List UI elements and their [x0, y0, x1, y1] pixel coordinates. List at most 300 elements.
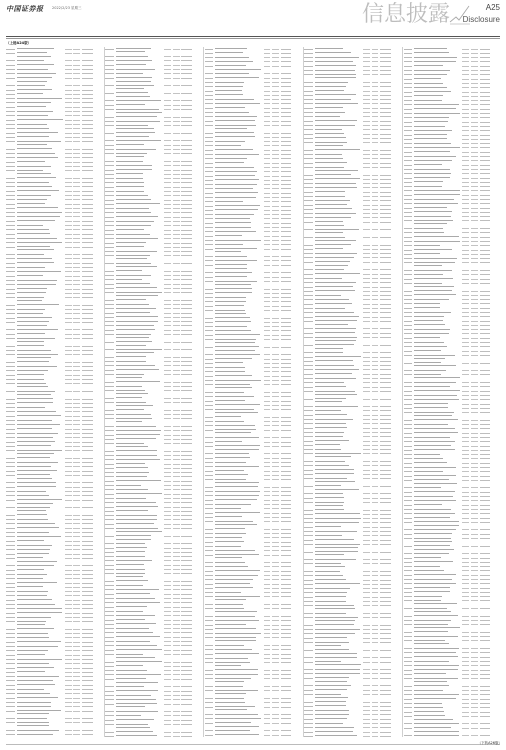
value-cell — [281, 707, 292, 708]
value-cell — [480, 147, 491, 148]
fund-name-cell — [116, 661, 162, 664]
fund-code-cell — [6, 229, 15, 230]
fund-name-cell — [215, 537, 261, 540]
fund-code-cell — [404, 463, 413, 464]
fund-code-cell — [6, 157, 15, 158]
value-cell — [462, 583, 469, 584]
fund-name-cell — [315, 107, 361, 110]
value-cell — [173, 304, 180, 305]
value-cell — [480, 299, 491, 300]
fund-code-cell — [105, 292, 114, 293]
value-cell — [380, 694, 391, 695]
value-cell — [173, 524, 180, 525]
fund-code-cell — [205, 421, 214, 422]
value-cell — [173, 455, 180, 456]
value-cell — [471, 308, 478, 309]
value-cell — [480, 283, 491, 284]
text-line — [315, 401, 342, 402]
value-cell — [471, 441, 478, 442]
value-cell — [281, 306, 292, 307]
text-line — [315, 145, 343, 146]
value-cell — [372, 200, 379, 201]
fund-name-cell — [414, 121, 460, 124]
value-cell — [363, 723, 370, 724]
value-cell — [380, 563, 391, 564]
text-line — [315, 689, 347, 690]
fund-name-cell — [315, 237, 361, 243]
value-cell — [471, 596, 478, 597]
fund-name-cell — [215, 653, 261, 656]
fund-code-cell — [304, 498, 313, 499]
fund-name-cell — [414, 151, 460, 154]
fund-name-cell — [414, 312, 460, 315]
fund-code-cell — [404, 113, 413, 114]
fund-code-cell — [205, 592, 214, 593]
fund-code-cell — [304, 328, 313, 329]
fund-name-cell — [215, 429, 261, 435]
value-cell — [372, 154, 379, 155]
text-line — [315, 221, 343, 222]
value-cell — [462, 620, 469, 621]
value-cell — [272, 347, 279, 348]
value-cell — [164, 204, 171, 205]
text-line — [17, 415, 61, 416]
fund-name-cell — [315, 360, 361, 363]
value-cell — [363, 86, 370, 87]
text-line — [17, 366, 57, 367]
value-cell — [272, 735, 279, 736]
value-cell — [82, 545, 93, 546]
fund-code-cell — [205, 171, 214, 172]
fund-name-cell — [215, 521, 261, 527]
value-cell — [363, 299, 370, 300]
value-cell — [272, 78, 279, 79]
fund-code-cell — [205, 584, 214, 585]
value-cell — [82, 115, 93, 116]
value-cell — [164, 543, 171, 544]
value-cell — [363, 714, 370, 715]
text-line — [116, 144, 144, 145]
value-cell — [372, 183, 379, 184]
text-line — [315, 427, 347, 428]
value-cell — [380, 253, 391, 254]
text-line — [17, 93, 43, 94]
fund-name-cell — [17, 292, 63, 295]
text-line — [315, 522, 359, 523]
value-cell — [462, 109, 469, 110]
fund-name-cell — [414, 299, 460, 302]
fund-name-cell — [116, 502, 162, 505]
text-line — [414, 603, 457, 604]
text-line — [414, 591, 449, 592]
fund-name-cell — [116, 195, 162, 198]
value-cell — [73, 195, 80, 196]
value-cell — [272, 475, 279, 476]
value-cell — [462, 49, 469, 50]
value-cell — [281, 260, 292, 261]
text-line — [116, 125, 148, 126]
value-cell — [173, 502, 180, 503]
value-cell — [73, 429, 80, 430]
value-cell — [82, 329, 93, 330]
value-cell — [480, 250, 491, 251]
fund-code-cell — [6, 429, 15, 430]
value-cell — [480, 546, 491, 547]
fund-code-cell — [304, 282, 313, 283]
value-cell — [281, 654, 292, 655]
text-line — [215, 145, 241, 146]
value-cell — [264, 592, 271, 593]
value-cell — [65, 711, 72, 712]
value-cell — [471, 342, 478, 343]
fund-name-cell — [17, 148, 63, 151]
fund-name-cell — [414, 529, 460, 532]
value-cell — [462, 374, 469, 375]
fund-name-cell — [17, 229, 63, 232]
value-cell — [363, 229, 370, 230]
value-cell — [65, 153, 72, 154]
value-cell — [281, 442, 292, 443]
text-line — [17, 111, 54, 112]
value-cell — [73, 383, 80, 384]
value-cell — [462, 57, 469, 58]
fund-code-cell — [304, 369, 313, 370]
fund-name-cell — [414, 362, 460, 368]
text-line — [116, 459, 160, 460]
value-cell — [264, 487, 271, 488]
fund-code-cell — [404, 467, 413, 468]
fund-name-cell — [116, 48, 162, 54]
value-cell — [264, 180, 271, 181]
fund-code-cell — [105, 418, 114, 419]
fund-code-cell — [404, 232, 413, 233]
value-cell — [462, 529, 469, 530]
value-cell — [471, 399, 478, 400]
value-cell — [462, 262, 469, 263]
text-line — [17, 182, 49, 183]
text-line — [215, 693, 246, 694]
text-line — [17, 659, 62, 660]
value-cell — [363, 727, 370, 728]
text-line — [215, 120, 255, 121]
text-line — [116, 589, 159, 590]
value-cell — [462, 104, 469, 105]
value-cell — [471, 454, 478, 455]
value-cell — [73, 433, 80, 434]
value-cell — [363, 498, 370, 499]
fund-code-cell — [105, 715, 114, 716]
value-cell — [272, 277, 279, 278]
text-line — [414, 223, 447, 224]
text-line — [17, 470, 57, 471]
text-line — [215, 346, 259, 347]
value-cell — [462, 130, 469, 131]
value-cell — [73, 297, 80, 298]
value-cell — [363, 423, 370, 424]
fund-name-cell — [315, 575, 361, 578]
value-cell — [181, 715, 192, 716]
fund-code-cell — [105, 195, 114, 196]
value-cell — [281, 629, 292, 630]
text-line — [116, 275, 151, 276]
fund-code-cell — [6, 98, 15, 99]
fund-code-cell — [205, 61, 214, 62]
value-cell — [480, 624, 491, 625]
fund-code-cell — [404, 487, 413, 488]
fund-name-cell — [17, 495, 63, 498]
value-cell — [264, 188, 271, 189]
table-row — [6, 389, 102, 397]
value-cell — [65, 309, 72, 310]
fund-code-cell — [304, 601, 313, 602]
value-cell — [363, 269, 370, 270]
value-cell — [82, 507, 93, 508]
value-cell — [471, 351, 478, 352]
value-cell — [82, 346, 93, 347]
fund-name-cell — [315, 253, 361, 256]
fund-code-cell — [404, 395, 413, 396]
text-line — [215, 466, 259, 467]
fund-name-cell — [17, 220, 63, 223]
value-cell — [164, 263, 171, 264]
value-cell — [181, 560, 192, 561]
value-cell — [372, 179, 379, 180]
text-line — [315, 273, 360, 274]
text-line — [17, 329, 59, 330]
fund-name-cell — [315, 613, 361, 616]
table-row — [404, 544, 500, 552]
fund-code-cell — [404, 190, 413, 191]
value-cell — [164, 125, 171, 126]
value-cell — [363, 312, 370, 313]
fund-name-cell — [215, 175, 261, 178]
text-line — [215, 681, 244, 682]
fund-name-cell — [215, 570, 261, 573]
text-line — [17, 578, 43, 579]
fund-name-cell — [315, 269, 361, 272]
value-cell — [73, 446, 80, 447]
value-cell — [471, 250, 478, 251]
text-line — [315, 149, 361, 150]
fund-name-cell — [315, 244, 361, 247]
table-row — [6, 336, 102, 344]
value-cell — [471, 83, 478, 84]
text-line — [116, 573, 145, 574]
fund-code-cell — [205, 244, 214, 245]
fund-code-cell — [205, 180, 214, 181]
fund-code-cell — [205, 95, 214, 96]
value-cell — [462, 412, 469, 413]
value-cell — [380, 121, 391, 122]
fund-name-cell — [215, 392, 261, 395]
value-cell — [272, 674, 279, 675]
fund-name-cell — [315, 133, 361, 136]
value-cell — [173, 435, 180, 436]
fund-name-cell — [315, 449, 361, 452]
value-cell — [82, 254, 93, 255]
text-line — [116, 480, 161, 481]
value-cell — [173, 230, 180, 231]
fund-name-cell — [414, 126, 460, 129]
fund-code-cell — [6, 383, 15, 384]
fund-code-cell — [6, 613, 15, 614]
text-line — [315, 290, 355, 291]
text-line — [315, 240, 356, 241]
fund-name-cell — [116, 619, 162, 622]
value-cell — [264, 633, 271, 634]
value-cell — [65, 204, 72, 205]
value-cell — [65, 137, 72, 138]
text-line — [315, 571, 340, 572]
text-line — [414, 164, 442, 165]
value-cell — [73, 182, 80, 183]
text-line — [315, 217, 351, 218]
fund-code-cell — [304, 237, 313, 238]
fund-code-cell — [105, 247, 114, 248]
fund-name-cell — [116, 125, 162, 131]
value-cell — [264, 103, 271, 104]
fund-name-cell — [215, 65, 261, 71]
value-cell — [462, 446, 469, 447]
text-line — [215, 637, 256, 638]
value-cell — [363, 103, 370, 104]
value-cell — [471, 178, 478, 179]
fund-name-cell — [315, 328, 361, 331]
text-line — [215, 722, 251, 723]
value-cell — [462, 570, 469, 571]
fund-code-cell — [205, 392, 214, 393]
text-line — [315, 449, 341, 450]
fund-code-cell — [304, 253, 313, 254]
fund-code-cell — [304, 694, 313, 695]
value-cell — [380, 531, 391, 532]
value-cell — [73, 689, 80, 690]
text-line — [215, 718, 260, 719]
value-cell — [164, 109, 171, 110]
fund-name-cell — [414, 190, 460, 193]
value-cell — [82, 170, 93, 171]
value-cell — [65, 672, 72, 673]
value-cell — [272, 265, 279, 266]
value-cell — [65, 305, 72, 306]
text-line — [414, 399, 459, 400]
value-cell — [281, 723, 292, 724]
fund-name-cell — [414, 303, 460, 306]
text-line — [17, 445, 52, 446]
value-cell — [380, 449, 391, 450]
value-cell — [281, 188, 292, 189]
value-cell — [272, 654, 279, 655]
value-cell — [471, 391, 478, 392]
text-line — [215, 457, 250, 458]
value-cell — [480, 558, 491, 559]
fund-name-cell — [315, 299, 361, 302]
fund-name-cell — [414, 437, 460, 440]
text-line — [116, 636, 160, 637]
text-line — [17, 706, 52, 707]
value-cell — [380, 493, 391, 494]
fund-name-cell — [215, 321, 261, 324]
fund-code-cell — [205, 670, 214, 671]
value-cell — [480, 173, 491, 174]
value-cell — [264, 537, 271, 538]
table-row — [105, 652, 201, 660]
value-cell — [480, 216, 491, 217]
fund-code-cell — [304, 410, 313, 411]
fund-code-cell — [304, 167, 313, 168]
value-cell — [73, 471, 80, 472]
value-cell — [82, 69, 93, 70]
fund-code-cell — [404, 566, 413, 567]
value-cell — [181, 485, 192, 486]
value-cell — [272, 218, 279, 219]
fund-name-cell — [315, 158, 361, 161]
fund-code-cell — [6, 519, 15, 520]
fund-code-cell — [404, 570, 413, 571]
fund-name-cell — [116, 724, 162, 730]
value-cell — [372, 617, 379, 618]
fund-name-cell — [315, 278, 361, 281]
value-cell — [380, 154, 391, 155]
fund-name-cell — [17, 684, 63, 687]
value-cell — [173, 255, 180, 256]
fund-name-cell — [17, 604, 63, 607]
fund-code-cell — [105, 65, 114, 66]
fund-code-cell — [404, 135, 413, 136]
value-cell — [380, 657, 391, 658]
fund-name-cell — [17, 499, 63, 505]
text-line — [116, 321, 158, 322]
value-cell — [462, 509, 469, 510]
value-cell — [264, 491, 271, 492]
text-line — [414, 608, 447, 609]
value-cell — [380, 571, 391, 572]
fund-name-cell — [414, 386, 460, 389]
value-cell — [73, 507, 80, 508]
value-cell — [272, 184, 279, 185]
text-line — [315, 125, 355, 126]
value-cell — [462, 480, 469, 481]
fund-code-cell — [205, 310, 214, 311]
value-cell — [281, 293, 292, 294]
fund-code-cell — [304, 592, 313, 593]
fund-name-cell — [414, 100, 460, 103]
fund-code-cell — [205, 249, 214, 250]
value-cell — [181, 511, 192, 512]
value-cell — [281, 417, 292, 418]
fund-code-cell — [205, 604, 214, 605]
value-cell — [471, 588, 478, 589]
value-cell — [471, 139, 478, 140]
value-cell — [73, 254, 80, 255]
value-cell — [181, 662, 192, 663]
value-cell — [272, 210, 279, 211]
value-cell — [173, 288, 180, 289]
fund-name-cell — [315, 137, 361, 140]
value-cell — [372, 229, 379, 230]
value-cell — [65, 225, 72, 226]
fund-name-cell — [215, 346, 261, 352]
fund-code-cell — [304, 625, 313, 626]
table-row — [105, 348, 201, 356]
fund-code-cell — [205, 281, 214, 282]
fund-name-cell — [315, 453, 361, 459]
value-cell — [181, 691, 192, 692]
value-cell — [164, 430, 171, 431]
value-cell — [73, 322, 80, 323]
value-cell — [181, 313, 192, 314]
value-cell — [65, 258, 72, 259]
